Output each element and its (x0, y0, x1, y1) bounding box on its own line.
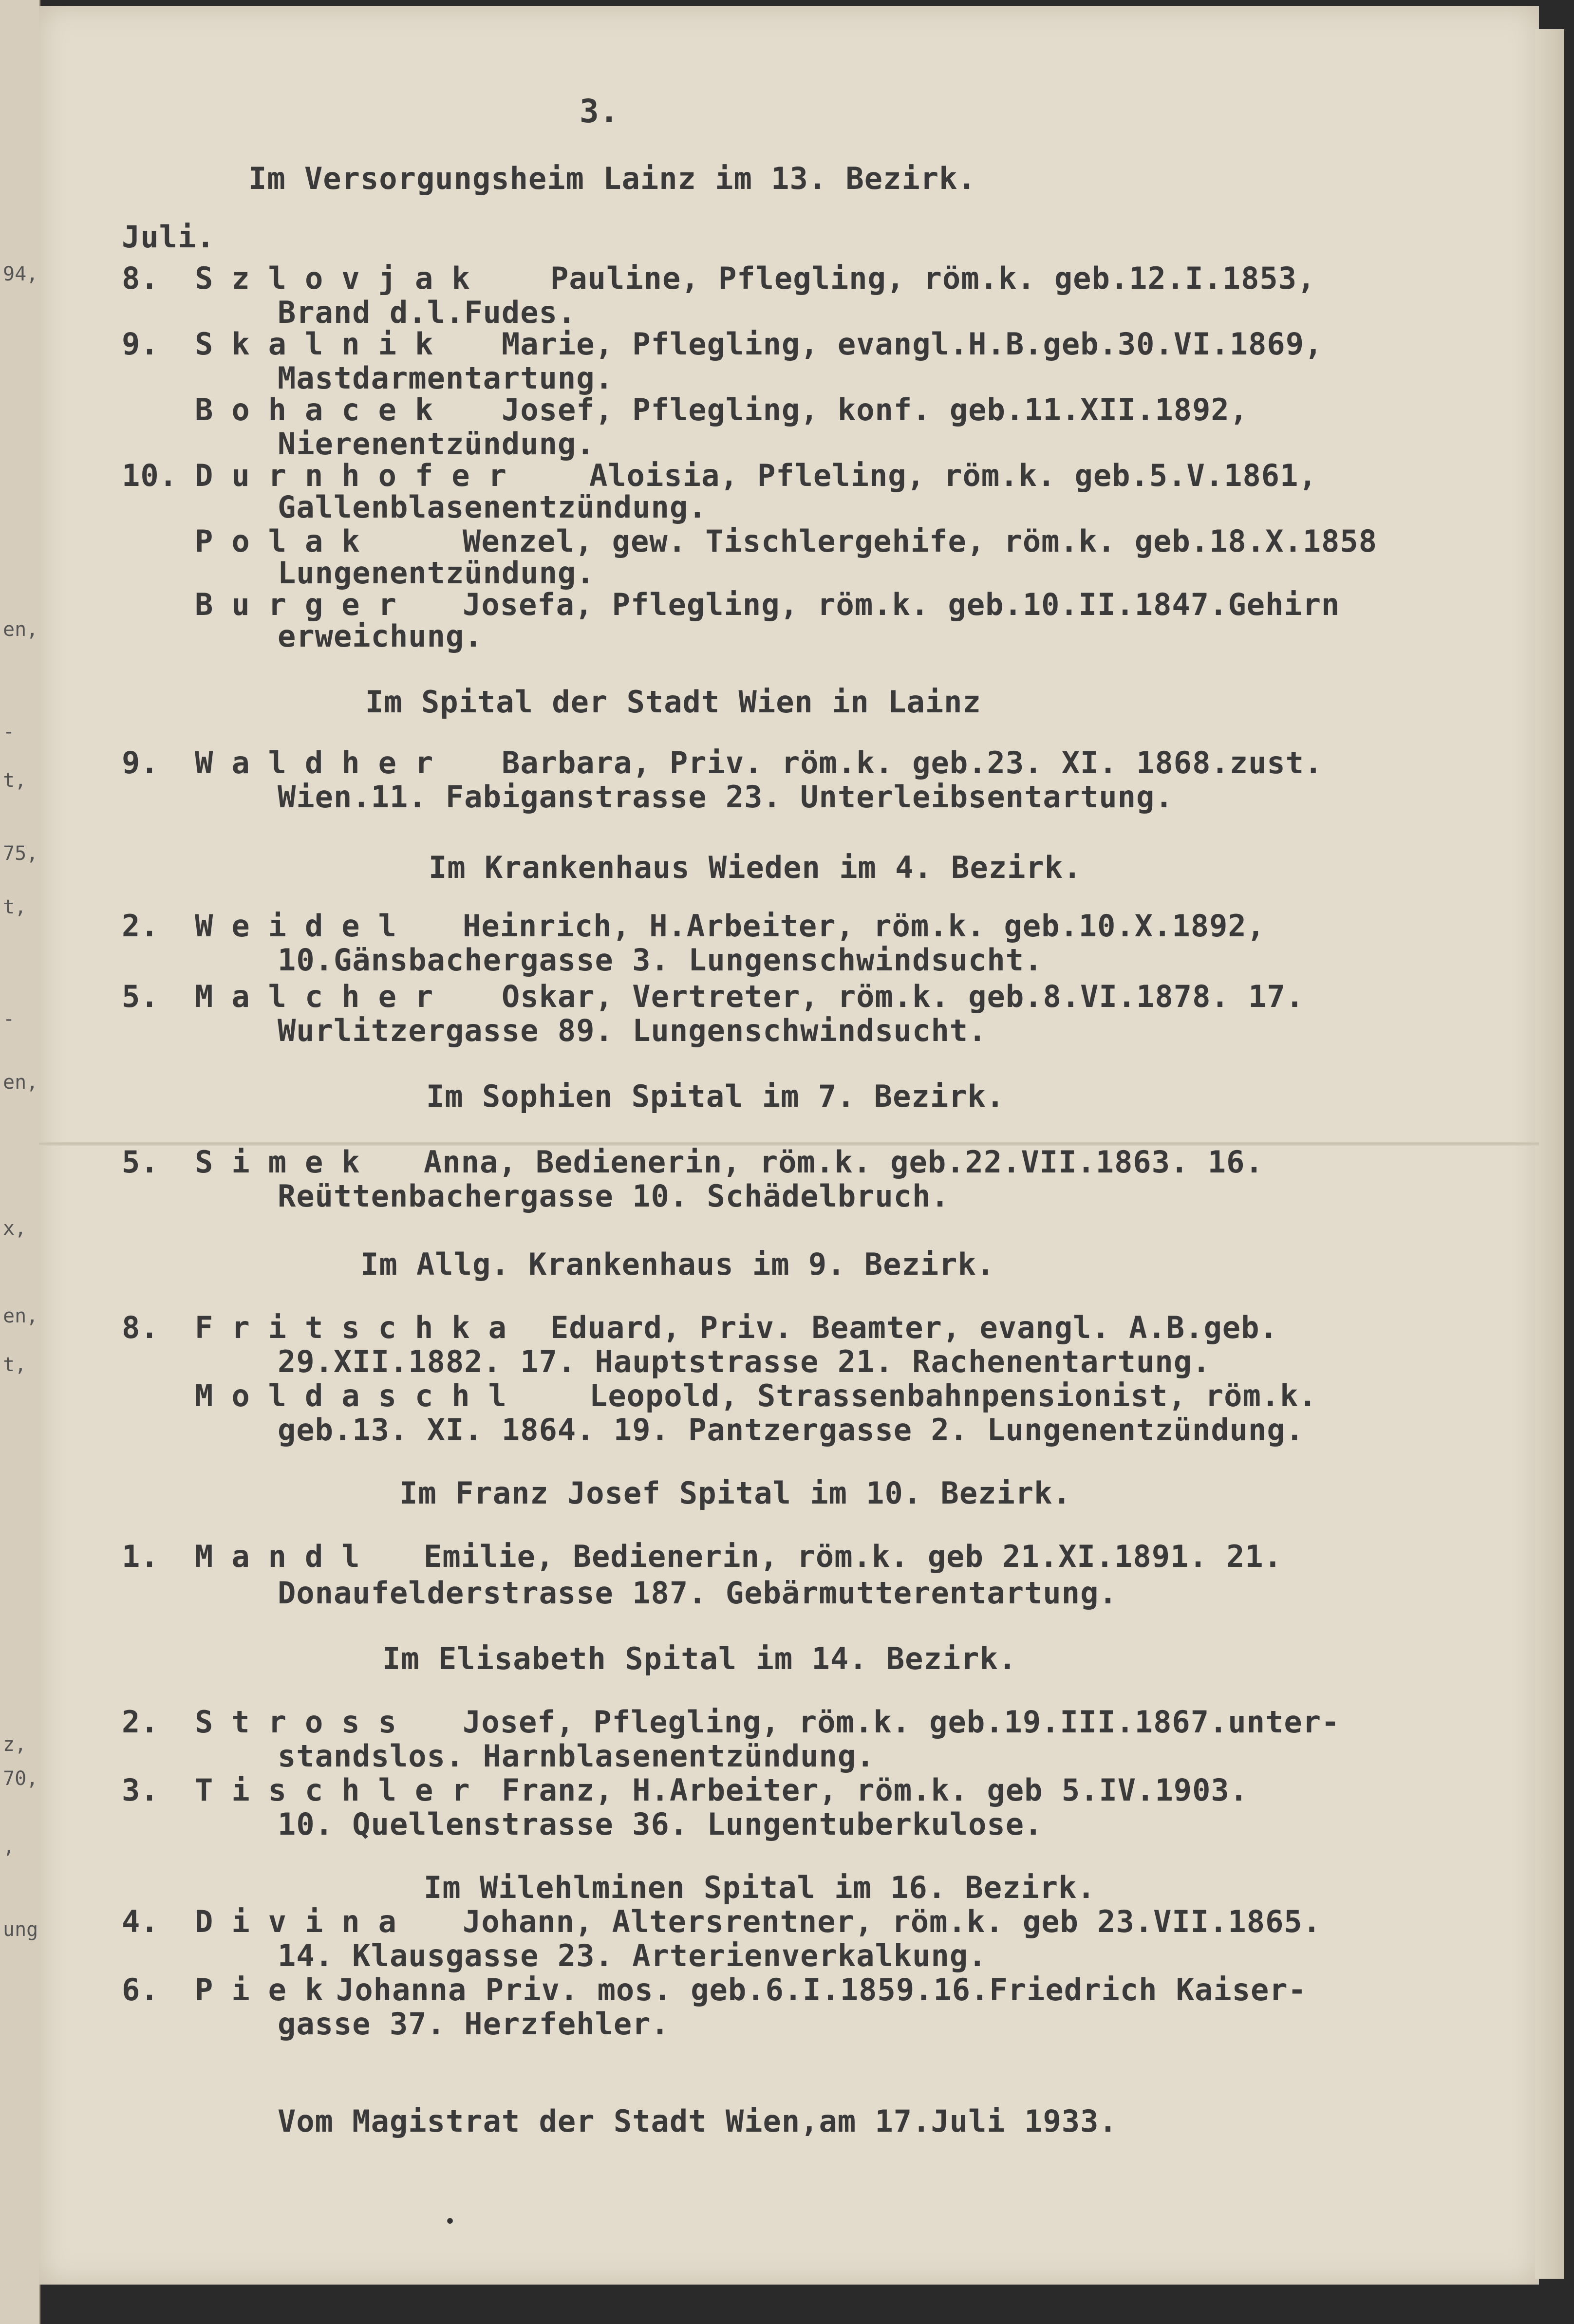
entry-name: Moldaschl (195, 1378, 525, 1413)
entry-day: 5. (122, 979, 159, 1014)
entry-name: Malcher (195, 979, 452, 1014)
section-heading: Im Elisabeth Spital im 14. Bezirk. (382, 1641, 1017, 1676)
entry-text: Josef, Pflegling, konf. geb.11.XII.1892, (502, 392, 1249, 428)
entry-text: Brand d.l.Fudes. (278, 295, 577, 330)
section-heading: Im Franz Josef Spital im 10. Bezirk. (399, 1475, 1071, 1511)
entry-day: 9. (122, 745, 159, 781)
margin-fragment: 75, (3, 842, 38, 865)
page-number: 3. (580, 93, 619, 130)
entry-text: Heinrich, H.Arbeiter, röm.k. geb.10.X.1892, (463, 908, 1266, 944)
margin-fragment: - (3, 721, 15, 743)
section-heading: Im Allg. Krankenhaus im 9. Bezirk. (360, 1246, 995, 1282)
section-heading: Im Krankenhaus Wieden im 4. Bezirk. (429, 850, 1082, 885)
entry-text: Oskar, Vertreter, röm.k. geb.8.VI.1878. 17. (502, 979, 1305, 1014)
margin-fragment: - (3, 1008, 15, 1030)
entry-day: 8. (122, 260, 159, 296)
entry-day: 6. (122, 1972, 159, 2008)
entry-text: standslos. Harnblasenentzündung. (278, 1738, 875, 1774)
entry-name: Waldher (195, 745, 452, 781)
margin-fragment: t, (3, 1354, 27, 1376)
entry-name: Burger (195, 587, 415, 622)
entry-text: 29.XII.1882. 17. Hauptstrasse 21. Rachenentartung. (278, 1344, 1211, 1379)
entry-text: Josef, Pflegling, röm.k. geb.19.III.1867.unter- (463, 1704, 1340, 1740)
entry-day: 2. (122, 1704, 159, 1740)
entry-text: Mastdarmentartung. (278, 360, 614, 396)
entry-text: Johanna Priv. mos. geb.6.I.1859.16.Friedrich Kaiser- (336, 1972, 1307, 2008)
entry-text: Eduard, Priv. Beamter, evangl. A.B.geb. (550, 1310, 1278, 1345)
entry-text: Lungenentzündung. (278, 555, 595, 591)
entry-name: Tischler (195, 1772, 488, 1808)
section-heading: Im Sophien Spital im 7. Bezirk. (426, 1078, 1005, 1114)
entry-text: geb.13. XI. 1864. 19. Pantzergasse 2. Lungenentzündung. (278, 1412, 1304, 1448)
entry-name: Durnhofer (195, 458, 525, 493)
margin-fragment: en, (3, 1305, 38, 1327)
entry-text: Gallenblasenentzündung. (278, 489, 707, 525)
entry-name: Szlovjak (195, 260, 488, 296)
entry-text: Anna, Bedienerin, röm.k. geb.22.VII.1863. 16. (424, 1144, 1264, 1180)
entry-text: 14. Klausgasse 23. Arterienverkalkung. (278, 1938, 987, 1973)
entry-text: Barbara, Priv. röm.k. geb.23. XI. 1868.zust. (502, 745, 1323, 781)
margin-fragment: ung (3, 1918, 38, 1941)
entry-text: Wurlitzergasse 89. Lungenschwindsucht. (278, 1013, 987, 1048)
entry-text: Reüttenbachergasse 10. Schädelbruch. (278, 1178, 950, 1214)
page-edge (1535, 29, 1564, 2279)
entry-day: 10. (122, 458, 178, 493)
section-heading: Im Versorgungsheim Lainz im 13. Bezirk. (248, 161, 976, 196)
margin-fragment: , (3, 1836, 15, 1858)
entry-name: Fritschka (195, 1310, 525, 1345)
entry-day: 5. (122, 1144, 159, 1180)
entry-text: Pauline, Pflegling, röm.k. geb.12.I.1853, (550, 260, 1316, 296)
entry-day: 9. (122, 326, 159, 362)
entry-day: 3. (122, 1772, 159, 1808)
margin-fragment: en, (3, 618, 38, 641)
section-heading: Im Wilehlminen Spital im 16. Bezirk. (424, 1870, 1096, 1905)
entry-text: Aloisia, Pfleling, röm.k. geb.5.V.1861, (589, 458, 1317, 493)
section-heading: Im Spital der Stadt Wien in Lainz (365, 684, 981, 720)
entry-text: Franz, H.Arbeiter, röm.k. geb 5.IV.1903. (502, 1772, 1249, 1808)
entry-name: Stross (195, 1704, 415, 1740)
entry-name: Skalnik (195, 326, 452, 362)
entry-text: erweichung. (278, 618, 483, 654)
entry-name: Piek (195, 1972, 342, 2008)
entry-day: 2. (122, 908, 159, 944)
margin-fragment: 70, (3, 1767, 38, 1790)
entry-text: Emilie, Bedienerin, röm.k. geb 21.XI.1891. 21. (424, 1539, 1283, 1574)
entry-name: Divina (195, 1904, 415, 1939)
margin-fragment: 94, (3, 263, 38, 285)
footer-signature-line: Vom Magistrat der Stadt Wien,am 17.Juli 1933. (278, 2103, 1118, 2139)
entry-day: 8. (122, 1310, 159, 1345)
entry-name: Bohacek (195, 392, 452, 428)
entry-text: Josefa, Pflegling, röm.k. geb.10.II.1847.Gehirn (463, 587, 1340, 622)
entry-day: 1. (122, 1539, 159, 1574)
entry-text: gasse 37. Herzfehler. (278, 2006, 670, 2042)
margin-fragment: t, (3, 896, 27, 918)
entry-text: Wien.11. Fabiganstrasse 23. Unterleibsentartung. (278, 779, 1174, 815)
entry-text: 10. Quellenstrasse 36. Lungentuberkulose. (278, 1806, 1043, 1842)
entry-text: Johann, Altersrentner, röm.k. geb 23.VII.1865. (463, 1904, 1322, 1939)
entry-text: Marie, Pflegling, evangl.H.B.geb.30.VI.1869, (502, 326, 1323, 362)
entry-text: Nierenentzündung. (278, 426, 595, 462)
previous-page-edge (0, 0, 40, 2324)
entry-name: Polak (195, 523, 378, 559)
page-mark: • (444, 2211, 456, 2233)
entry-name: Mandl (195, 1539, 378, 1574)
margin-fragment: en, (3, 1071, 38, 1094)
margin-fragment: z, (3, 1733, 27, 1756)
entry-text: Wenzel, gew. Tischlergehife, röm.k. geb.18.X.1858 (463, 523, 1378, 559)
entry-text: 10.Gänsbachergasse 3. Lungenschwindsucht. (278, 942, 1043, 978)
month-label: Juli. (122, 219, 215, 255)
entry-text: Leopold, Strassenbahnpensionist, röm.k. (589, 1378, 1317, 1413)
entry-text: Donaufelderstrasse 187. Gebärmutterentartung. (278, 1575, 1118, 1611)
margin-fragment: t, (3, 769, 27, 792)
margin-fragment: x, (3, 1217, 27, 1240)
entry-day: 4. (122, 1904, 159, 1939)
entry-name: Simek (195, 1144, 378, 1180)
entry-name: Weidel (195, 908, 415, 944)
